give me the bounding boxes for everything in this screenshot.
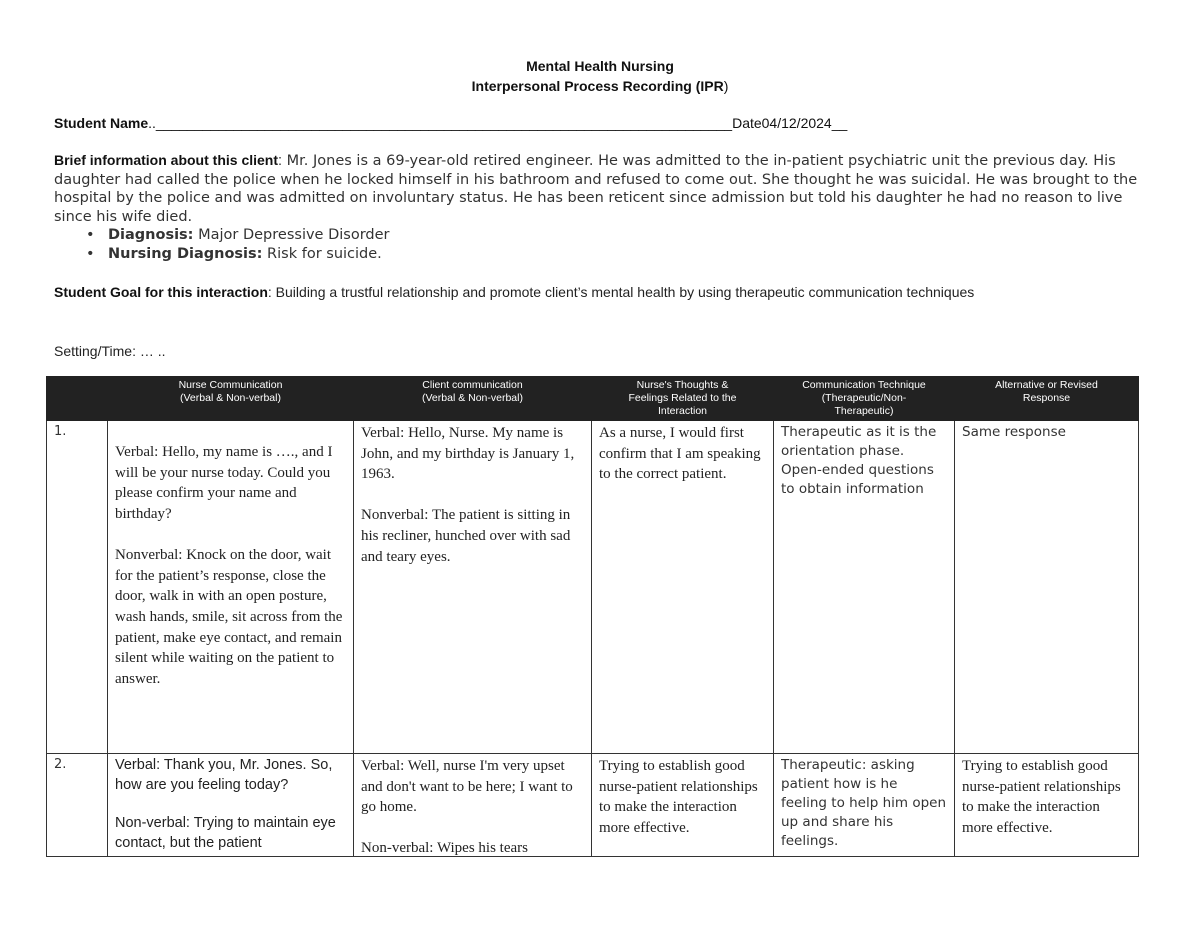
client-brief-info: [54, 151, 1149, 226]
nurse-nonverbal-text: Non-verbal: Trying to maintain eye contact, but the patient: [115, 815, 336, 851]
header-cell-nurse-communication: Nurse Communication (Verbal & Non-verbal): [108, 377, 354, 421]
brief-info-text: Mr. Jones is a 69-year-old retired engineer. He was admitted to the in-patient psychiatric unit the previous day. His daughter had called the police when he locked himself in his bathroom and refused to come out. She thought he was suicidal. He was brought to the hospital by the police and was admitted on involuntary status. He has been reticent since admission but told his daughter he had no reason to live since his wife died.: [54, 153, 1138, 225]
nursing-diagnosis-label: Nursing Diagnosis:: [108, 246, 263, 262]
student-name-fill: ..__________________________________________________________________________: [148, 115, 733, 131]
client-communication-cell: [354, 754, 592, 857]
nurse-thoughts-cell: [592, 421, 774, 754]
nurse-thoughts-cell: [592, 754, 774, 857]
subtitle-paren: ): [723, 78, 729, 94]
technique-cell: [774, 754, 955, 857]
brief-info-colon: :: [278, 153, 283, 169]
technique-text: Therapeutic: asking patient how is he feeling to help him open up and share his feelings.: [781, 757, 947, 849]
list-item: [54, 245, 954, 264]
header-cell-alternative-response: Alternative or Revised Response: [955, 377, 1139, 421]
nurse-communication-cell: [108, 421, 354, 754]
table-row: [47, 421, 1139, 754]
nurse-verbal-text: Verbal: Hello, my name is …., and I will be your nurse today. Could you please confirm your name and birthday?: [115, 444, 333, 523]
ipr-table: [46, 376, 1139, 857]
nurse-thoughts-text: As a nurse, I would first confirm that I am speaking to the correct patient.: [599, 425, 761, 483]
technique-text: Therapeutic as it is the orientation phase. Open-ended questions to obtain information: [781, 424, 937, 497]
bullet-icon: •: [86, 227, 95, 243]
nurse-verbal-text: Verbal: Thank you, Mr. Jones. So, how are you feeling today?: [115, 757, 333, 793]
alternative-response-text: Same response: [962, 424, 1066, 440]
diagnosis-value: Major Depressive Disorder: [193, 227, 390, 243]
title-line: Mental Health Nursing: [526, 58, 674, 74]
subtitle-text: Interpersonal Process Recording (IPR: [471, 78, 724, 94]
nurse-thoughts-text: Trying to establish good nurse-patient relationships to make the interaction more effective.: [599, 758, 758, 837]
header-cell-communication-technique: Communication Technique (Therapeutic/Non- Therapeutic): [774, 377, 955, 421]
document-title: [0, 56, 1200, 96]
student-name-line: [54, 114, 847, 132]
date-field: Date04/12/2024__: [732, 115, 848, 131]
subtitle-line: [0, 76, 1200, 96]
client-communication-cell: [354, 421, 592, 754]
client-nonverbal-text: Non-verbal: Wipes his tears: [361, 840, 528, 856]
alternative-response-cell: [955, 754, 1139, 857]
row-number: 1.: [47, 421, 108, 754]
student-goal: [54, 283, 1134, 302]
bullet-icon: •: [86, 246, 95, 262]
setting-time: Setting/Time: … ..: [54, 343, 166, 359]
client-nonverbal-text: Nonverbal: The patient is sitting in his recliner, hunched over with sad and teary eyes.: [361, 507, 571, 565]
technique-cell: [774, 421, 955, 754]
list-item: [54, 226, 954, 245]
diagnosis-list: [54, 226, 954, 264]
alternative-response-cell: [955, 421, 1139, 754]
header-cell-client-communication: Client communication (Verbal & Non-verbal): [354, 377, 592, 421]
header-cell-number: [47, 377, 108, 421]
alternative-response-text: Trying to establish good nurse-patient relationships to make the interaction more effective.: [962, 758, 1121, 837]
goal-text: : Building a trustful relationship and promote client’s mental health by using therapeutic communication techniques: [267, 284, 975, 300]
nurse-communication-cell: [108, 754, 354, 857]
nurse-nonverbal-text: Nonverbal: Knock on the door, wait for the patient’s response, close the door, walk in with an open posture, wash hands, smile, sit across from the patient, make eye contact, and remain silent while waiting on the patient to answer.: [115, 546, 343, 688]
row-number: 2.: [47, 754, 108, 857]
client-verbal-text: Verbal: Well, nurse I'm very upset and don't want to be here; I want to go home.: [361, 758, 573, 816]
client-verbal-text: Verbal: Hello, Nurse. My name is John, and my birthday is January 1, 1963.: [361, 425, 575, 483]
goal-label: Student Goal for this interaction: [54, 284, 268, 300]
brief-info-label: Brief information about this client: [54, 152, 279, 168]
table-header-row: [47, 377, 1139, 421]
diagnosis-label: Diagnosis:: [108, 227, 194, 243]
nursing-diagnosis-value: Risk for suicide.: [262, 246, 382, 262]
header-cell-nurse-thoughts: Nurse's Thoughts & Feelings Related to the Interaction: [592, 377, 774, 421]
student-name-label: Student Name: [54, 115, 149, 131]
table-row: [47, 754, 1139, 857]
